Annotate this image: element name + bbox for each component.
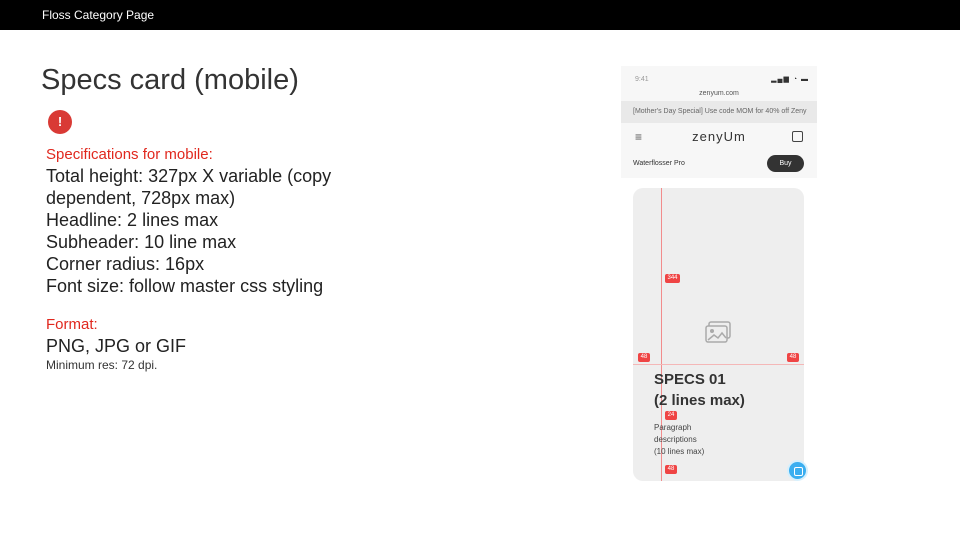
status-time: 9:41 — [635, 76, 649, 83]
spec-line: Font size: follow master css styling — [46, 276, 324, 296]
image-placeholder-icon — [704, 320, 732, 344]
spec-line: Headline: 2 lines max — [46, 210, 219, 230]
min-res-note: Minimum res: 72 dpi. — [46, 358, 158, 372]
buy-button[interactable]: Buy — [767, 155, 804, 172]
signal-wifi-battery-icon: ▂▄▆ ◔ ▬ — [771, 76, 809, 83]
card-body — [654, 422, 744, 458]
exclamation-icon: ! — [48, 110, 72, 134]
chat-glyph — [794, 467, 803, 476]
top-bar — [0, 0, 960, 30]
brand-logo[interactable]: zenyUm — [692, 129, 746, 144]
measure-tag-middle: 24 — [665, 411, 677, 420]
horizontal-guide-line — [633, 364, 804, 365]
spec-line: dependent, 728px max) — [46, 188, 236, 208]
shopping-bag-icon[interactable] — [792, 131, 803, 142]
measure-tag-bottom: 48 — [665, 465, 677, 474]
headline-line: SPECS 01 — [654, 371, 726, 388]
specs-card — [633, 188, 804, 481]
body-line: descriptions — [654, 435, 697, 444]
specs-label: Specifications for mobile: — [46, 146, 213, 163]
hamburger-menu-icon[interactable]: ≡ — [635, 130, 643, 144]
product-name: Waterflosser Pro — [633, 160, 685, 167]
headline-line: (2 lines max) — [654, 392, 745, 409]
body-line: Paragraph — [654, 423, 692, 432]
spec-line: Subheader: 10 line max — [46, 232, 237, 252]
measure-tag-left: 48 — [638, 353, 650, 362]
format-value: PNG, JPG or GIF — [46, 336, 187, 356]
phone-mockup — [621, 66, 817, 178]
measure-tag-top: 344 — [665, 274, 680, 283]
promo-banner[interactable]: [Mother's Day Special] Use code MOM for 40% off Zeny — [621, 101, 817, 123]
spec-line: Total height: 327px X variable (copy — [46, 166, 332, 186]
page-heading: Specs card (mobile) — [41, 64, 299, 96]
body-line: (10 lines max) — [654, 447, 705, 456]
card-headline — [654, 369, 745, 411]
chat-icon[interactable] — [787, 460, 808, 481]
spec-line: Corner radius: 16px — [46, 254, 205, 274]
slide-title: Floss Category Page — [42, 8, 155, 22]
format-label: Format: — [46, 316, 98, 333]
url-bar: zenyum.com — [699, 90, 739, 97]
measure-tag-right: 48 — [787, 353, 799, 362]
